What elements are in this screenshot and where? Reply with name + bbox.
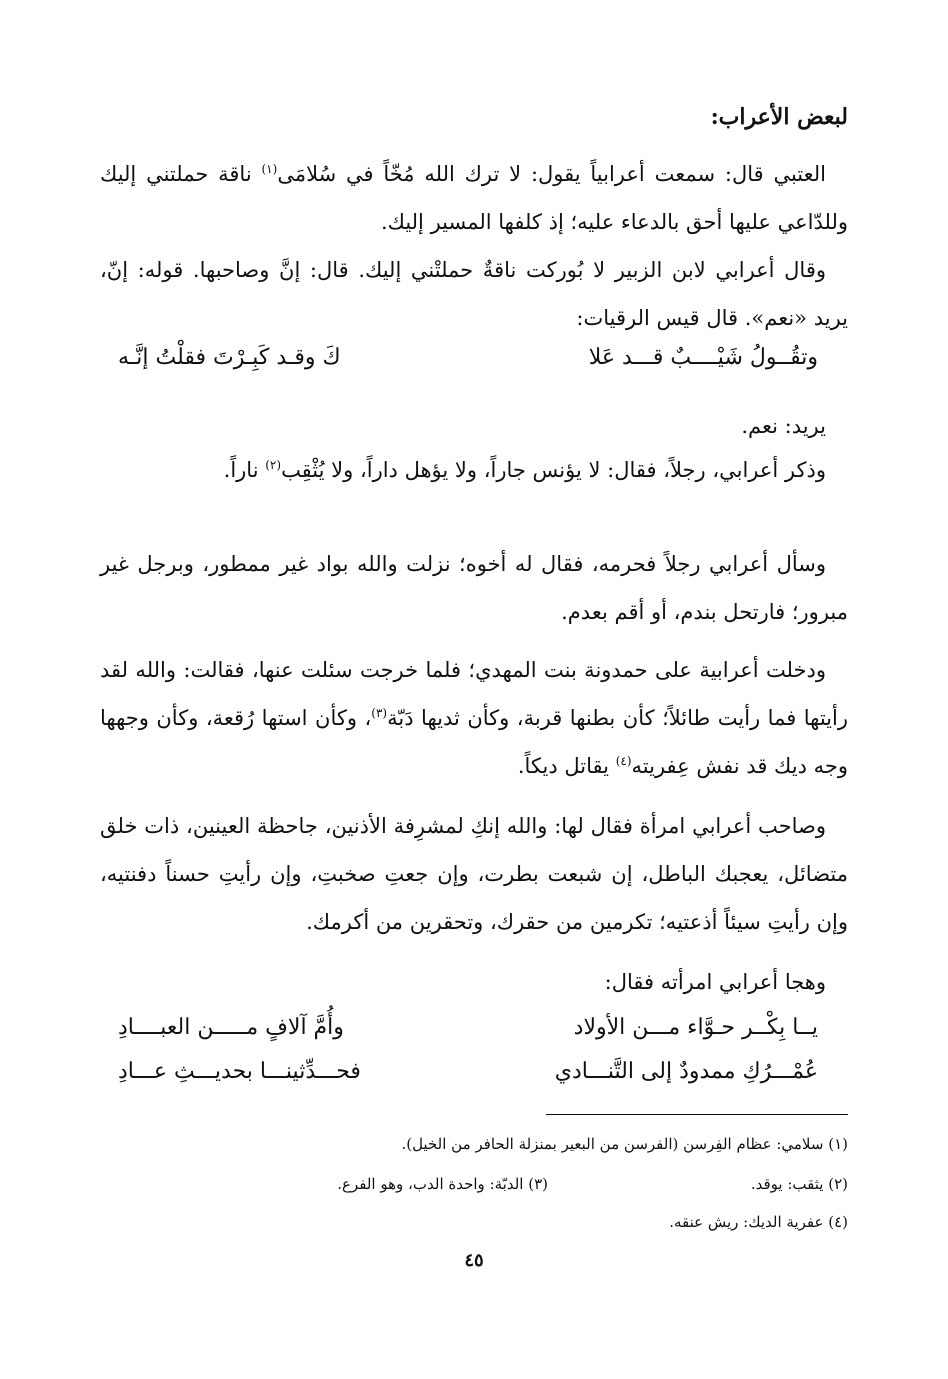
footnote-1: (١) سلامي: عظام الفِرسن (الفرسن من البعير بمنزلة الحافر من الخيل). [401, 1135, 848, 1153]
paragraph-yurid-naam [100, 402, 848, 450]
paragraph-ibn-zubayr [100, 246, 848, 342]
section-heading: لبعض الأعراب: [710, 104, 848, 130]
verse-line-1 [118, 338, 818, 378]
paragraph-text: ناقة حملتني إليك وللدّاعي عليها أحق بالدعاء عليه؛ إذ كلفها المسير إليك. [100, 162, 848, 234]
verse-hemistich-right: يــا بِكْــر حـوَّاء مـــن الأولاد [573, 1015, 818, 1040]
verse-hemistich-left: وأُمَّ آلافٍ مـــــن العبــــادِ [118, 1015, 344, 1040]
footnote-divider [546, 1114, 848, 1115]
verse-line-3 [118, 1052, 818, 1092]
footnote-2: (٢) يثقب: يوقد. [750, 1175, 848, 1193]
footnote-ref-4: (٤) [615, 754, 632, 768]
paragraph-text: ودخلت أعرابية على حمدونة بنت المهدي؛ فلما خرجت سئلت عنها، فقالت: والله لقد رأيتها فما رأيت طائلاً؛ كأن بطنها قربة، وكأن ثديها دَبّة [100, 658, 848, 730]
verse-line-2 [118, 1008, 818, 1048]
paragraph-text: ناراً. [223, 458, 266, 482]
paragraph-text: العتبي قال: سمعت أعرابياً يقول: لا ترك الله مُخّاً في سُلامَى [277, 162, 826, 186]
paragraph-saala [100, 540, 848, 636]
paragraph-hamduna [100, 646, 848, 790]
paragraph-text: وهجا أعرابي امرأته فقال: [604, 970, 826, 994]
verse-hemistich-left: فحـــدِّثينـــا بحديـــثِ عـــادِ [118, 1059, 361, 1084]
verse-hemistich-right: وتقُــولُ شَيْــــبٌ قـــد عَلا [588, 345, 818, 370]
paragraph-sahiba [100, 802, 848, 946]
verse-hemistich-left: كَ وقـد كَبِـرْتَ فقلْتُ إنَّـه [118, 345, 341, 370]
paragraph-text: وسأل أعرابي رجلاً فحرمه، فقال له أخوه؛ نزلت والله بواد غير ممطور، وبرجل غير مبرور؛ فارتحل بندم، أو أقم بعدم. [100, 552, 848, 624]
footnote-ref-1: (١) [261, 162, 278, 176]
paragraph-text: وقال أعرابي لابن الزبير لا بُوركت ناقةٌ حملتْني إليك. قال: إنَّ وصاحبها. قوله: إنّ، يريد «نعم». قال قيس الرقيات: [100, 258, 848, 330]
footnote-ref-3: (٣) [371, 706, 388, 720]
paragraph-text: وصاحب أعرابي امرأة فقال لها: والله إنكِ لمشرِفة الأذنين، جاحظة العينين، ذات خلق متضائل، يعجبك الباطل، إن شبعت بطرت، وإن جعتِ صخبتِ، وإن رأيتِ حسناً دفنتيه، وإن رأيتِ سيئاً أذعتيه؛ تكرمين من حقرك، وتحقرين من أكرمك. [100, 814, 848, 934]
paragraph-text: ، وكأن استها رُقعة، وكأن وجهها وجه ديك قد نفش عِفريته [100, 706, 848, 778]
paragraph-text: يقاتل ديكاً. [517, 754, 616, 778]
footnote-4: (٤) عفرية الديك: ريش عنقه. [669, 1213, 848, 1231]
book-page [100, 90, 848, 1290]
paragraph-hajaa [100, 958, 848, 1006]
paragraph-text: وذكر أعرابي، رجلاً، فقال: لا يؤنس جاراً، ولا يؤهل داراً، ولا يُثْقِب [281, 458, 826, 482]
footnote-3: (٣) الدبّة: واحدة الدب، وهو الفرع. [337, 1175, 548, 1193]
paragraph-utbi [100, 150, 848, 246]
page-number: ٤٥ [464, 1250, 484, 1271]
paragraph-dhakara [100, 446, 848, 494]
paragraph-text: يريد: نعم. [741, 414, 826, 438]
footnote-ref-2: (٢) [265, 458, 282, 472]
verse-hemistich-right: عُمْـــرُكِ ممدودٌ إلى التَّنـــادي [554, 1059, 818, 1084]
